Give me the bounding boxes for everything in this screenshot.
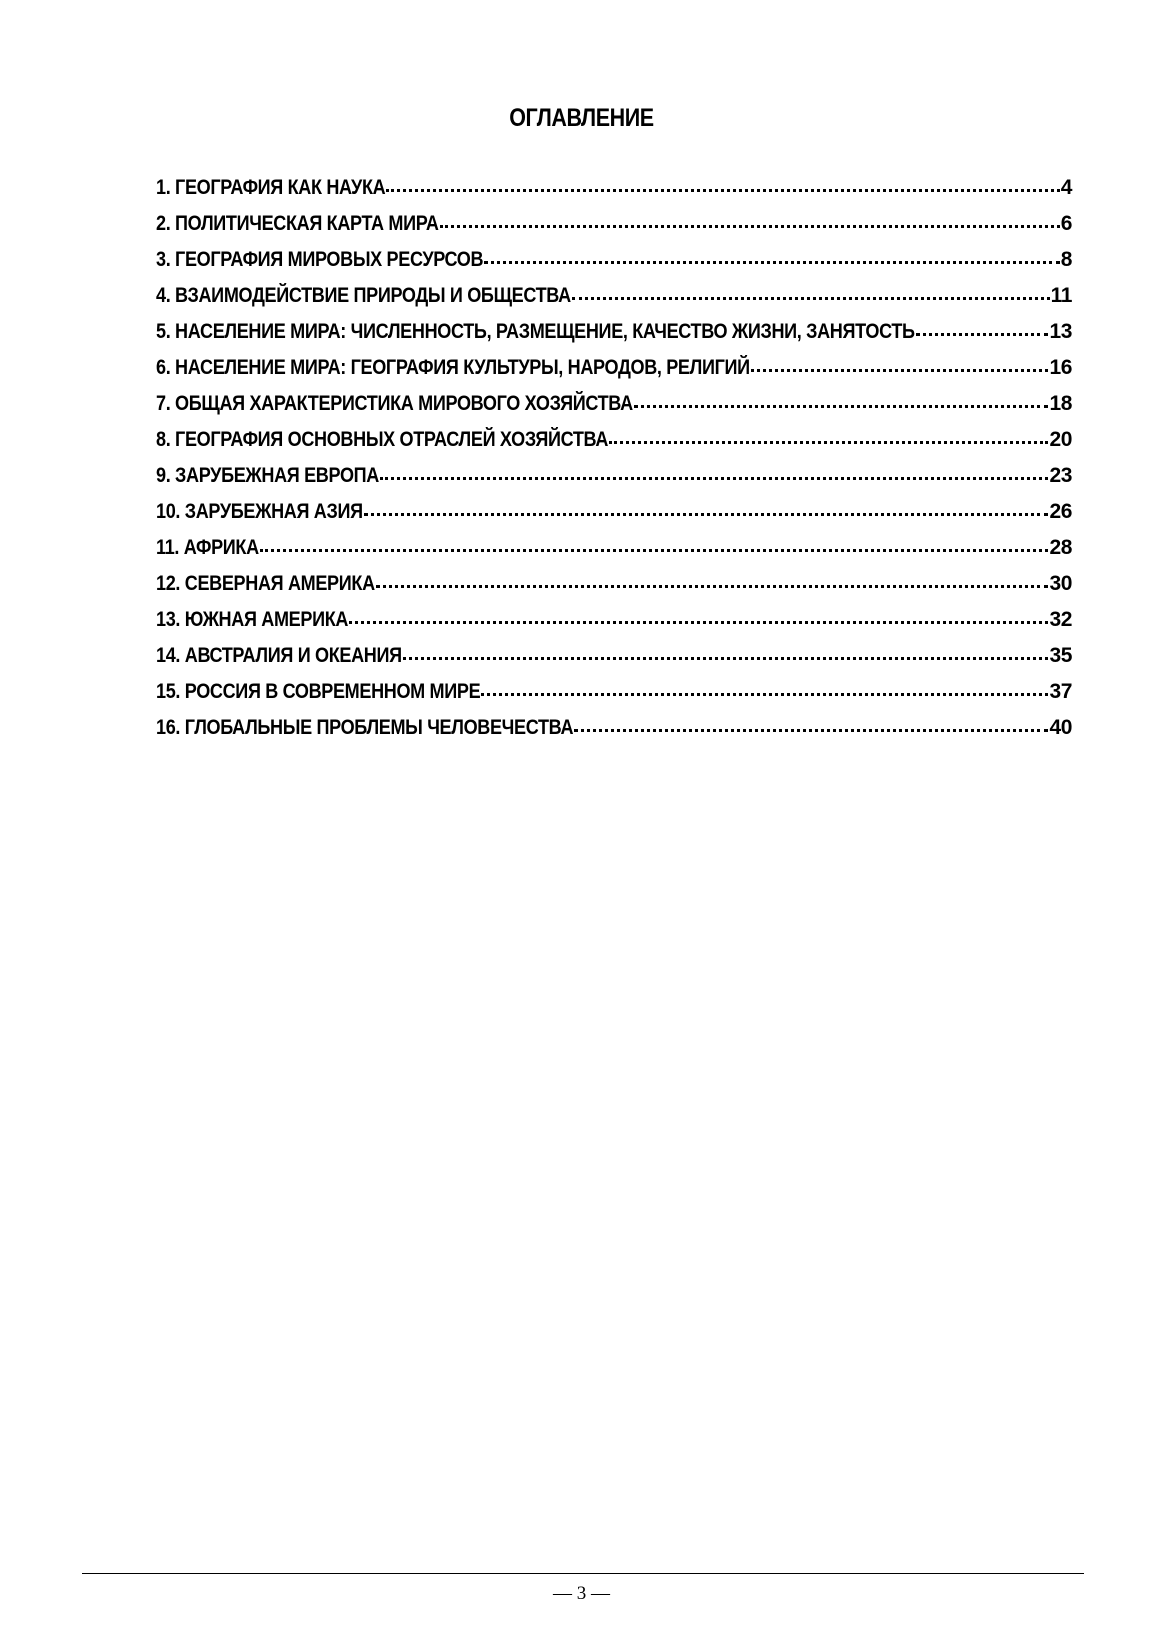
toc-entry-page: 32	[1049, 608, 1072, 631]
toc-dot-leader	[751, 361, 1049, 372]
toc-entry[interactable]	[156, 422, 1072, 458]
toc-entry-page: 11	[1050, 284, 1072, 307]
toc-entry-title: 9. ЗАРУБЕЖНАЯ ЕВРОПА	[156, 464, 380, 487]
toc-entry[interactable]	[156, 494, 1072, 530]
toc-entry-title: 10. ЗАРУБЕЖНАЯ АЗИЯ	[156, 500, 363, 523]
toc-entry-page: 37	[1049, 680, 1072, 703]
toc-entry-page: 35	[1049, 644, 1072, 667]
toc-entry-title: 3. ГЕОГРАФИЯ МИРОВЫХ РЕСУРСОВ	[156, 248, 484, 271]
toc-entry[interactable]	[156, 602, 1072, 638]
toc-entry[interactable]	[156, 206, 1072, 242]
toc-entry-title: 1. ГЕОГРАФИЯ КАК НАУКА	[156, 176, 386, 199]
toc-entry-title: 8. ГЕОГРАФИЯ ОСНОВНЫХ ОТРАСЛЕЙ ХОЗЯЙСТВА	[156, 428, 609, 451]
toc-dot-leader	[574, 721, 1048, 732]
toc-entry-page: 28	[1049, 536, 1072, 559]
toc-entry-page: 40	[1049, 716, 1072, 739]
toc-entry-page: 26	[1049, 500, 1072, 523]
toc-entry[interactable]	[156, 566, 1072, 602]
toc-entry-page: 4	[1060, 176, 1072, 199]
toc-dot-leader	[403, 649, 1049, 660]
toc-dot-leader	[484, 253, 1059, 264]
table-of-contents	[156, 170, 1072, 746]
toc-entry-page: 23	[1049, 464, 1072, 487]
toc-entry[interactable]	[156, 458, 1072, 494]
toc-entry-title: 12. СЕВЕРНАЯ АМЕРИКА	[156, 572, 375, 595]
toc-entry-title: 14. АВСТРАЛИЯ И ОКЕАНИЯ	[156, 644, 402, 667]
toc-entry-page: 16	[1049, 356, 1072, 379]
toc-entry-title: 6. НАСЕЛЕНИЕ МИРА: ГЕОГРАФИЯ КУЛЬТУРЫ, НАРОДОВ, РЕЛИГИЙ	[156, 356, 750, 379]
toc-entry[interactable]	[156, 170, 1072, 206]
toc-entry[interactable]	[156, 386, 1072, 422]
toc-entry[interactable]	[156, 242, 1072, 278]
page-number: — 3 —	[553, 1583, 610, 1604]
toc-entry-title: 15. РОССИЯ В СОВРЕМЕННОМ МИРЕ	[156, 680, 481, 703]
toc-entry[interactable]	[156, 314, 1072, 350]
footer-divider	[82, 1573, 1084, 1574]
toc-dot-leader	[380, 469, 1048, 480]
toc-entry-page: 8	[1060, 248, 1072, 271]
toc-dot-leader	[364, 505, 1049, 516]
toc-dot-leader	[376, 577, 1049, 588]
toc-entry-title: 13. ЮЖНАЯ АМЕРИКА	[156, 608, 349, 631]
toc-entry-title: 11. АФРИКА	[156, 536, 259, 559]
toc-entry-page: 6	[1060, 212, 1072, 235]
toc-entry[interactable]	[156, 530, 1072, 566]
toc-entry-title: 5. НАСЕЛЕНИЕ МИРА: ЧИСЛЕННОСТЬ, РАЗМЕЩЕНИЕ, КАЧЕСТВО ЖИЗНИ, ЗАНЯТОСТЬ	[156, 320, 915, 343]
toc-entry-page: 18	[1049, 392, 1072, 415]
toc-dot-leader	[634, 397, 1049, 408]
page-title: ОГЛАВЛЕНИЕ	[509, 104, 654, 132]
toc-dot-leader	[386, 181, 1059, 192]
toc-entry-title: 4. ВЗАИМОДЕЙСТВИЕ ПРИРОДЫ И ОБЩЕСТВА	[156, 284, 571, 307]
toc-dot-leader	[260, 541, 1049, 552]
toc-entry-page: 13	[1049, 320, 1072, 343]
toc-entry[interactable]	[156, 638, 1072, 674]
toc-dot-leader	[572, 289, 1050, 300]
toc-dot-leader	[609, 433, 1048, 444]
toc-entry[interactable]	[156, 350, 1072, 386]
toc-entry-page: 20	[1049, 428, 1072, 451]
toc-dot-leader	[440, 217, 1060, 228]
toc-entry[interactable]	[156, 674, 1072, 710]
toc-entry[interactable]	[156, 278, 1072, 314]
toc-dot-leader	[481, 685, 1048, 696]
toc-entry-title: 2. ПОЛИТИЧЕСКАЯ КАРТА МИРА	[156, 212, 439, 235]
toc-entry-title: 7. ОБЩАЯ ХАРАКТЕРИСТИКА МИРОВОГО ХОЗЯЙСТВА	[156, 392, 633, 415]
toc-dot-leader	[349, 613, 1048, 624]
toc-entry[interactable]	[156, 710, 1072, 746]
toc-entry-title: 16. ГЛОБАЛЬНЫЕ ПРОБЛЕМЫ ЧЕЛОВЕЧЕСТВА	[156, 716, 574, 739]
toc-entry-page: 30	[1049, 572, 1072, 595]
toc-dot-leader	[916, 325, 1049, 336]
